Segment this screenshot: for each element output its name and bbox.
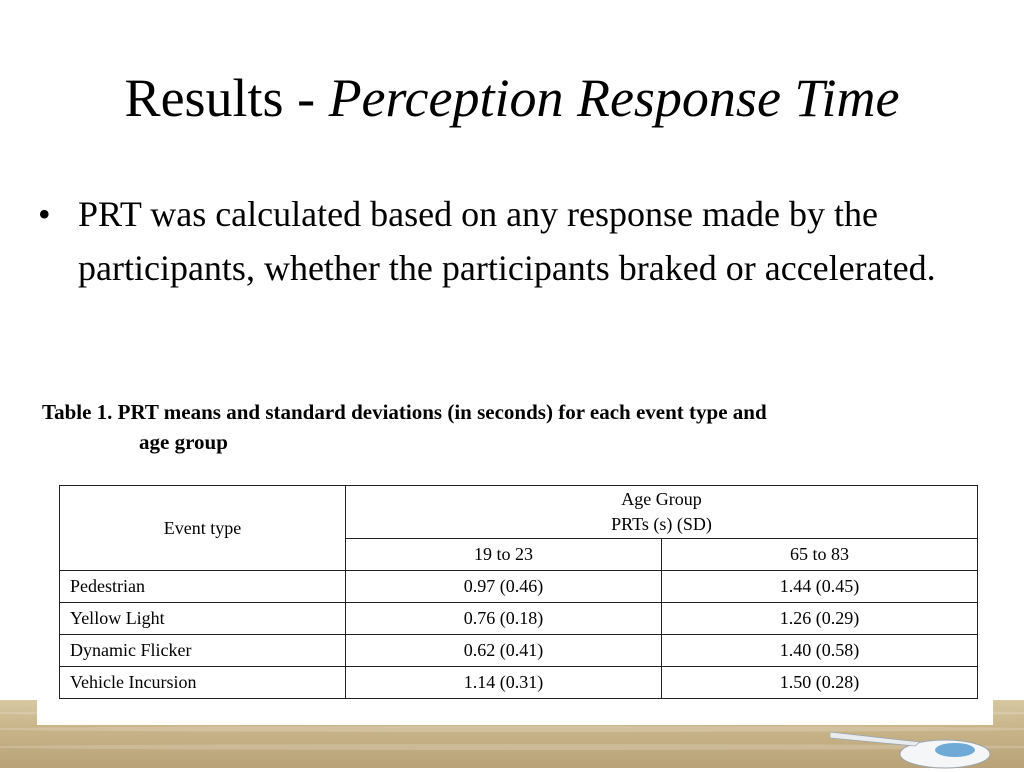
table-row (60, 603, 978, 635)
table-caption (42, 397, 982, 457)
bullet-dot-icon: • (38, 194, 51, 234)
table-row (60, 571, 978, 603)
header-age-group-line-1: Age Group (621, 489, 702, 509)
prt-table (59, 485, 978, 699)
table-row (60, 667, 978, 699)
header-event-type: Event type (60, 486, 346, 571)
row-old-value: 1.44 (0.45) (662, 571, 978, 603)
table-image (37, 383, 993, 725)
row-young-value: 0.97 (0.46) (346, 571, 662, 603)
row-event: Dynamic Flicker (60, 635, 346, 667)
table-header-row (60, 486, 978, 539)
row-event: Vehicle Incursion (60, 667, 346, 699)
bullet-text: PRT was calculated based on any response made by the participants, whether the participants braked or accelerated. (78, 194, 936, 288)
header-age-group-line-2: PRTs (s) (SD) (611, 514, 712, 534)
row-old-value: 1.50 (0.28) (662, 667, 978, 699)
row-young-value: 0.76 (0.18) (346, 603, 662, 635)
row-old-value: 1.26 (0.29) (662, 603, 978, 635)
slide-title (0, 60, 1024, 136)
caption-line-2: age group (139, 430, 228, 454)
caption-line-1: Table 1. PRT means and standard deviations (in seconds) for each event type and (42, 400, 767, 424)
bullet-point (38, 187, 998, 295)
row-young-value: 1.14 (0.31) (346, 667, 662, 699)
row-event: Yellow Light (60, 603, 346, 635)
header-col-65-to-83: 65 to 83 (662, 539, 978, 571)
title-plain: Results - (124, 68, 329, 128)
row-young-value: 0.62 (0.41) (346, 635, 662, 667)
row-old-value: 1.40 (0.58) (662, 635, 978, 667)
table-row (60, 635, 978, 667)
title-italic: Perception Response Time (328, 68, 900, 128)
header-age-group (346, 486, 978, 539)
row-event: Pedestrian (60, 571, 346, 603)
header-col-19-to-23: 19 to 23 (346, 539, 662, 571)
